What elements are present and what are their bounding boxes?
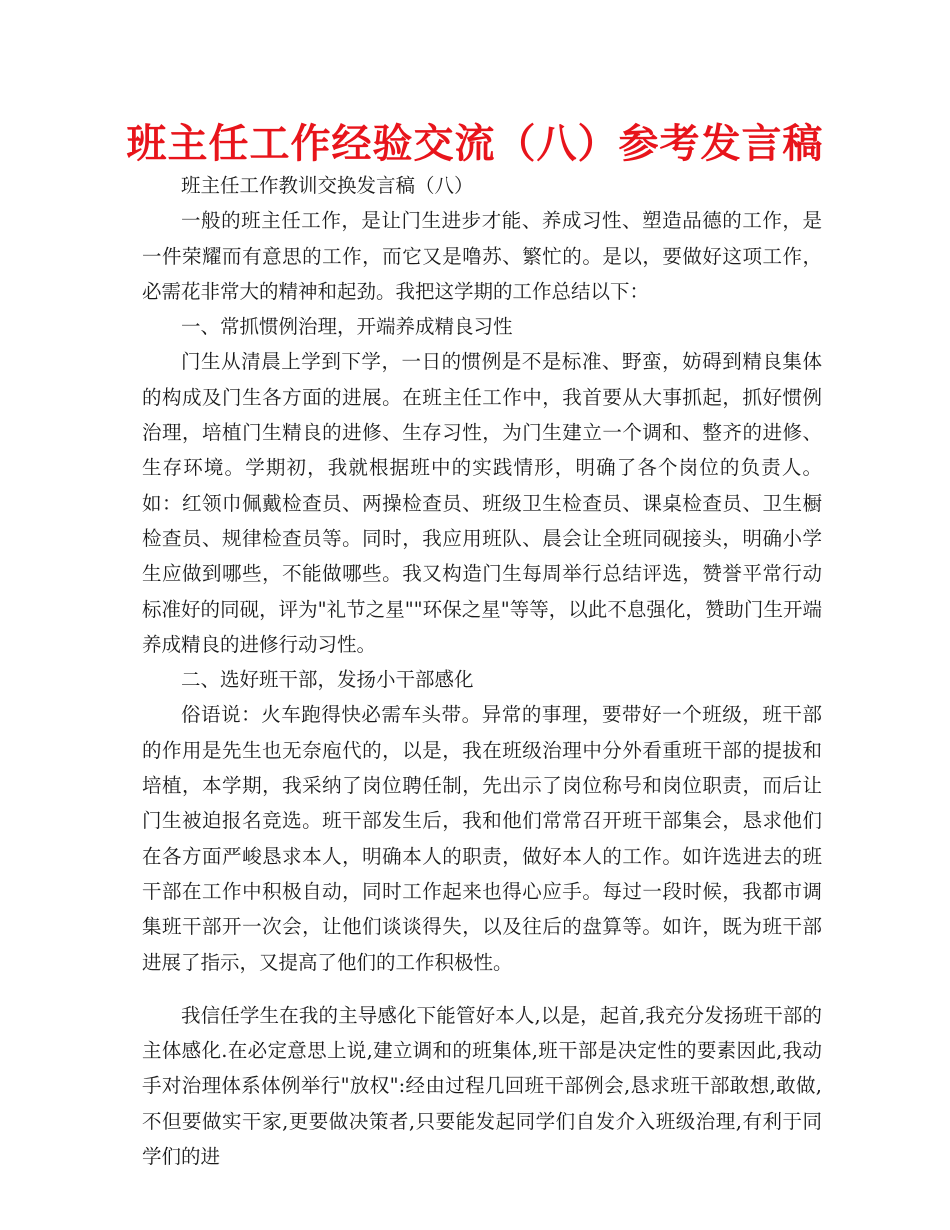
- section-heading-2: 二、选好班干部，发扬小干部感化: [181, 668, 474, 692]
- document-body: [142, 168, 822, 1174]
- section-heading-1: 一、常抓惯例治理，开端养成精良习性: [181, 315, 513, 339]
- subtitle-paragraph: 班主任工作教训交换发言稿（八）: [181, 174, 474, 197]
- document-title: 班主任工作经验交流（八）参考发言稿: [126, 121, 824, 167]
- body-paragraph: 俗语说：火车跑得快必需车头带。异常的事理，要带好一个班级，班干部的作用是先生也无奈庖代的，以是，我在班级治理中分外看重班干部的提拔和培植，本学期，我采纳了岗位聘任制，先出示了岗位称号和岗位职责，而后让门生被迫报名竞选。班干部发生后，我和他们常常召开班干部集会，恳求他们在各方面严峻恳求本人，明确本人的职责，做好本人的工作。如许选进去的班干部在工作中积极自动，同时工作起来也得心应手。每过一段时候，我都市调集班干部开一次会，让他们谈谈得失，以及往后的盘算等。如许，既为班干部进展了指示，又提高了他们的工作积极性。: [142, 703, 822, 974]
- body-paragraph: 门生从清晨上学到下学，一日的惯例是不是标准、野蛮，妨碍到精良集体的构成及门生各方面的进展。在班主任工作中，我首要从大事抓起，抓好惯例治理，培植门生精良的进修、生存习性，为门生建立一个调和、整齐的进修、生存环境。学期初，我就根据班中的实践情形，明确了各个岗位的负责人。如：红领巾佩戴检查员、两操检查员、班级卫生检查员、课桌检查员、卫生橱检查员、规律检查员等。同时，我应用班队、晨会让全班同砚接头，明确小学生应做到哪些，不能做哪些。我又构造门生每周举行总结评选，赞誉平常行动标准好的同砚，评为"礼节之星""环保之星"等等，以此不息强化，赞助门生开端养成精良的进修行动习性。: [142, 350, 822, 656]
- body-paragraph: 我信任学生在我的主导感化下能管好本人,以是，起首,我充分发扬班干部的主体感化.在必定意思上说,建立调和的班集体,班干部是决定性的要素因此,我动手对治理体系体例举行"放权":经由过程几回班干部例会,恳求班干部敢想,敢做,不但要做实干家,更要做决策者,只要能发起同学们自发介入班级治理,有利于同学们的进: [142, 1003, 822, 1169]
- body-paragraph: 一般的班主任工作，是让门生进步才能、养成习性、塑造品德的工作，是一件荣耀而有意思的工作，而它又是噜苏、繁忙的。是以，要做好这项工作，必需花非常大的精神和起劲。我把这学期的工作总结以下：: [142, 209, 822, 303]
